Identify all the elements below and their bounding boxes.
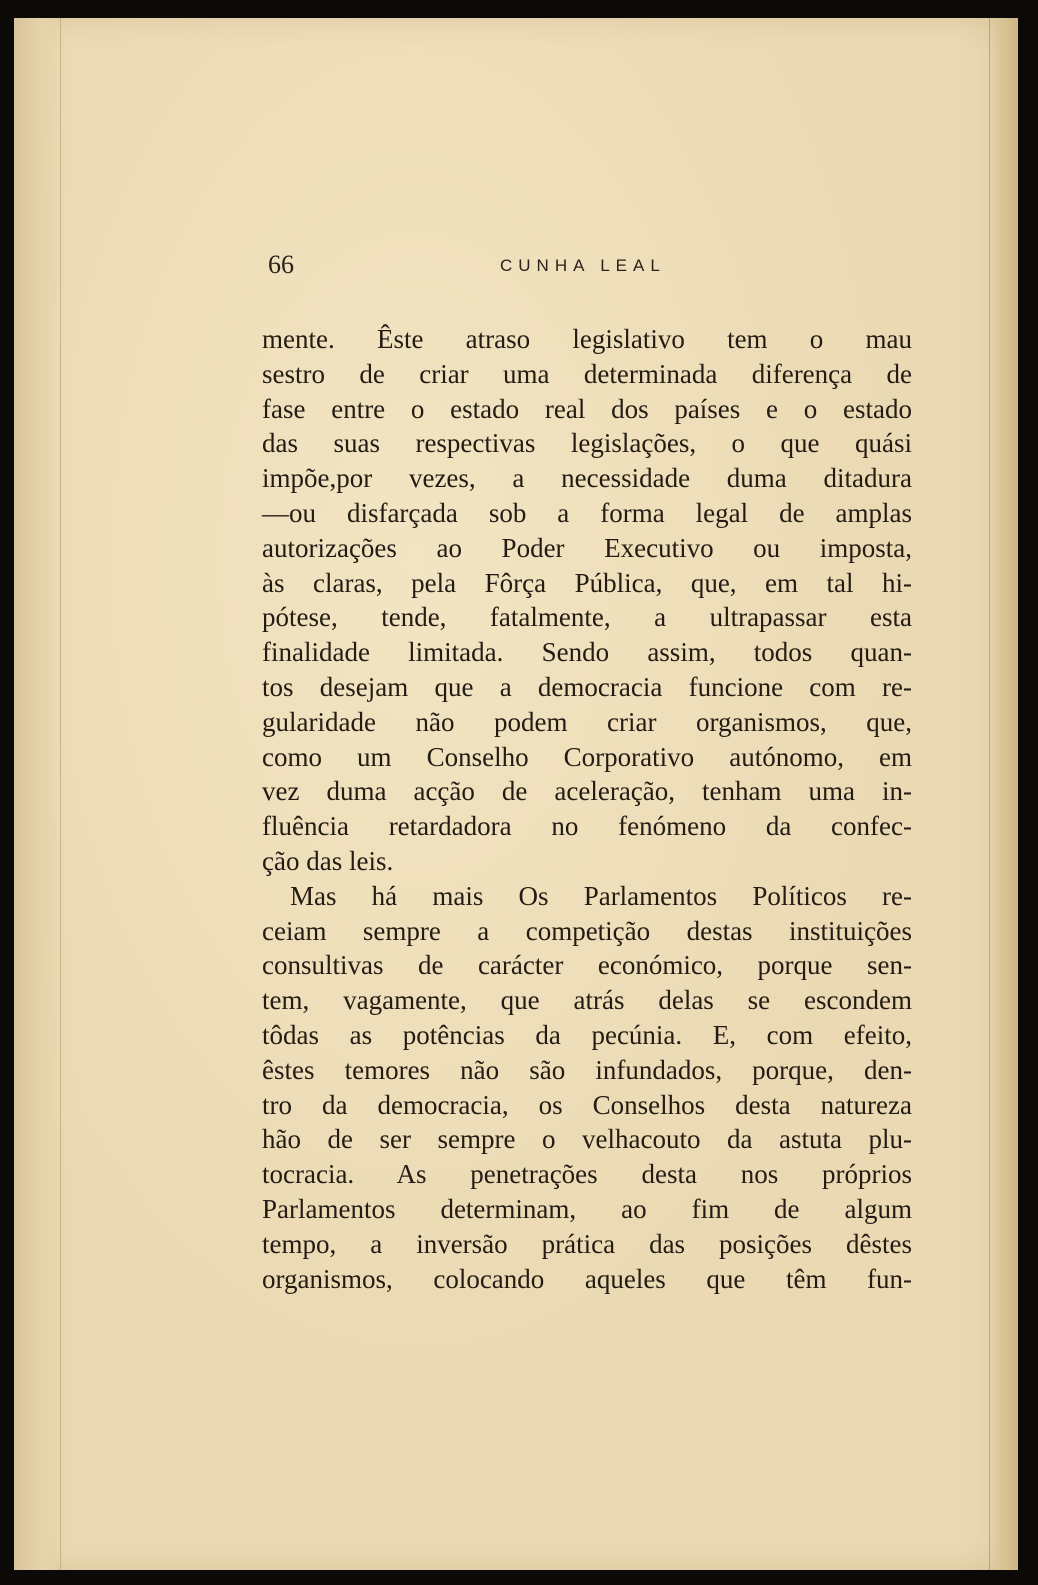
text-line: autorizações ao Poder Executivo ou imposta, — [262, 532, 912, 563]
text-line: tos desejam que a democracia funcione com re- — [262, 671, 912, 702]
text-line: Mas há mais Os Parlamentos Políticos re- — [290, 880, 912, 911]
text-line: gularidade não podem criar organismos, que, — [262, 706, 912, 737]
text-line: tem, vagamente, que atrás delas se escondem — [262, 985, 912, 1016]
text-line: vez duma acção de aceleração, tenham uma in- — [262, 776, 912, 807]
page-gutter — [14, 18, 61, 1570]
body-text — [262, 322, 912, 1296]
text-line: fase entre o estado real dos países e o estado — [262, 393, 912, 424]
text-line: ceiam sempre a competição destas instituições — [262, 915, 912, 946]
text-line: hão de ser sempre o velhacouto da astuta plu- — [262, 1124, 912, 1155]
text-line: tôdas as potências da pecúnia. E, com efeito, — [262, 1019, 912, 1050]
running-head — [254, 250, 894, 290]
text-line: êstes temores não são infundados, porque, den- — [262, 1054, 912, 1085]
text-line: tempo, a inversão prática das posições dêstes — [262, 1228, 912, 1259]
text-line: ção das leis. — [262, 845, 394, 876]
page-number: 66 — [268, 250, 294, 279]
text-line: organismos, colocando aqueles que têm fun- — [262, 1263, 912, 1294]
text-line: das suas respectivas legislações, o que quási — [262, 428, 912, 459]
text-line: pótese, tende, fatalmente, a ultrapassar esta — [262, 602, 912, 633]
text-line: consultivas de carácter económico, porque sen- — [262, 950, 912, 981]
text-line: —ou disfarçada sob a forma legal de amplas — [262, 497, 912, 528]
text-line: tro da democracia, os Conselhos desta natureza — [262, 1089, 912, 1120]
text-line: mente. Êste atraso legislativo tem o mau — [262, 324, 912, 354]
text-line: Parlamentos determinam, ao fim de algum — [262, 1193, 912, 1224]
text-line: tocracia. As penetrações desta nos próprios — [262, 1159, 912, 1190]
page-edge — [989, 18, 1018, 1570]
text-line: como um Conselho Corporativo autónomo, em — [262, 741, 912, 772]
text-line: finalidade limitada. Sendo assim, todos quan- — [262, 637, 912, 668]
text-line: às claras, pela Fôrça Pública, que, em tal hi- — [262, 567, 912, 598]
text-line: impõe,por vezes, a necessidade duma ditadura — [262, 463, 912, 494]
text-line: sestro de criar uma determinada diferença de — [262, 358, 912, 389]
running-head-title: CUNHA LEAL — [500, 256, 666, 275]
text-line: fluência retardadora no fenómeno da confec- — [262, 811, 912, 842]
